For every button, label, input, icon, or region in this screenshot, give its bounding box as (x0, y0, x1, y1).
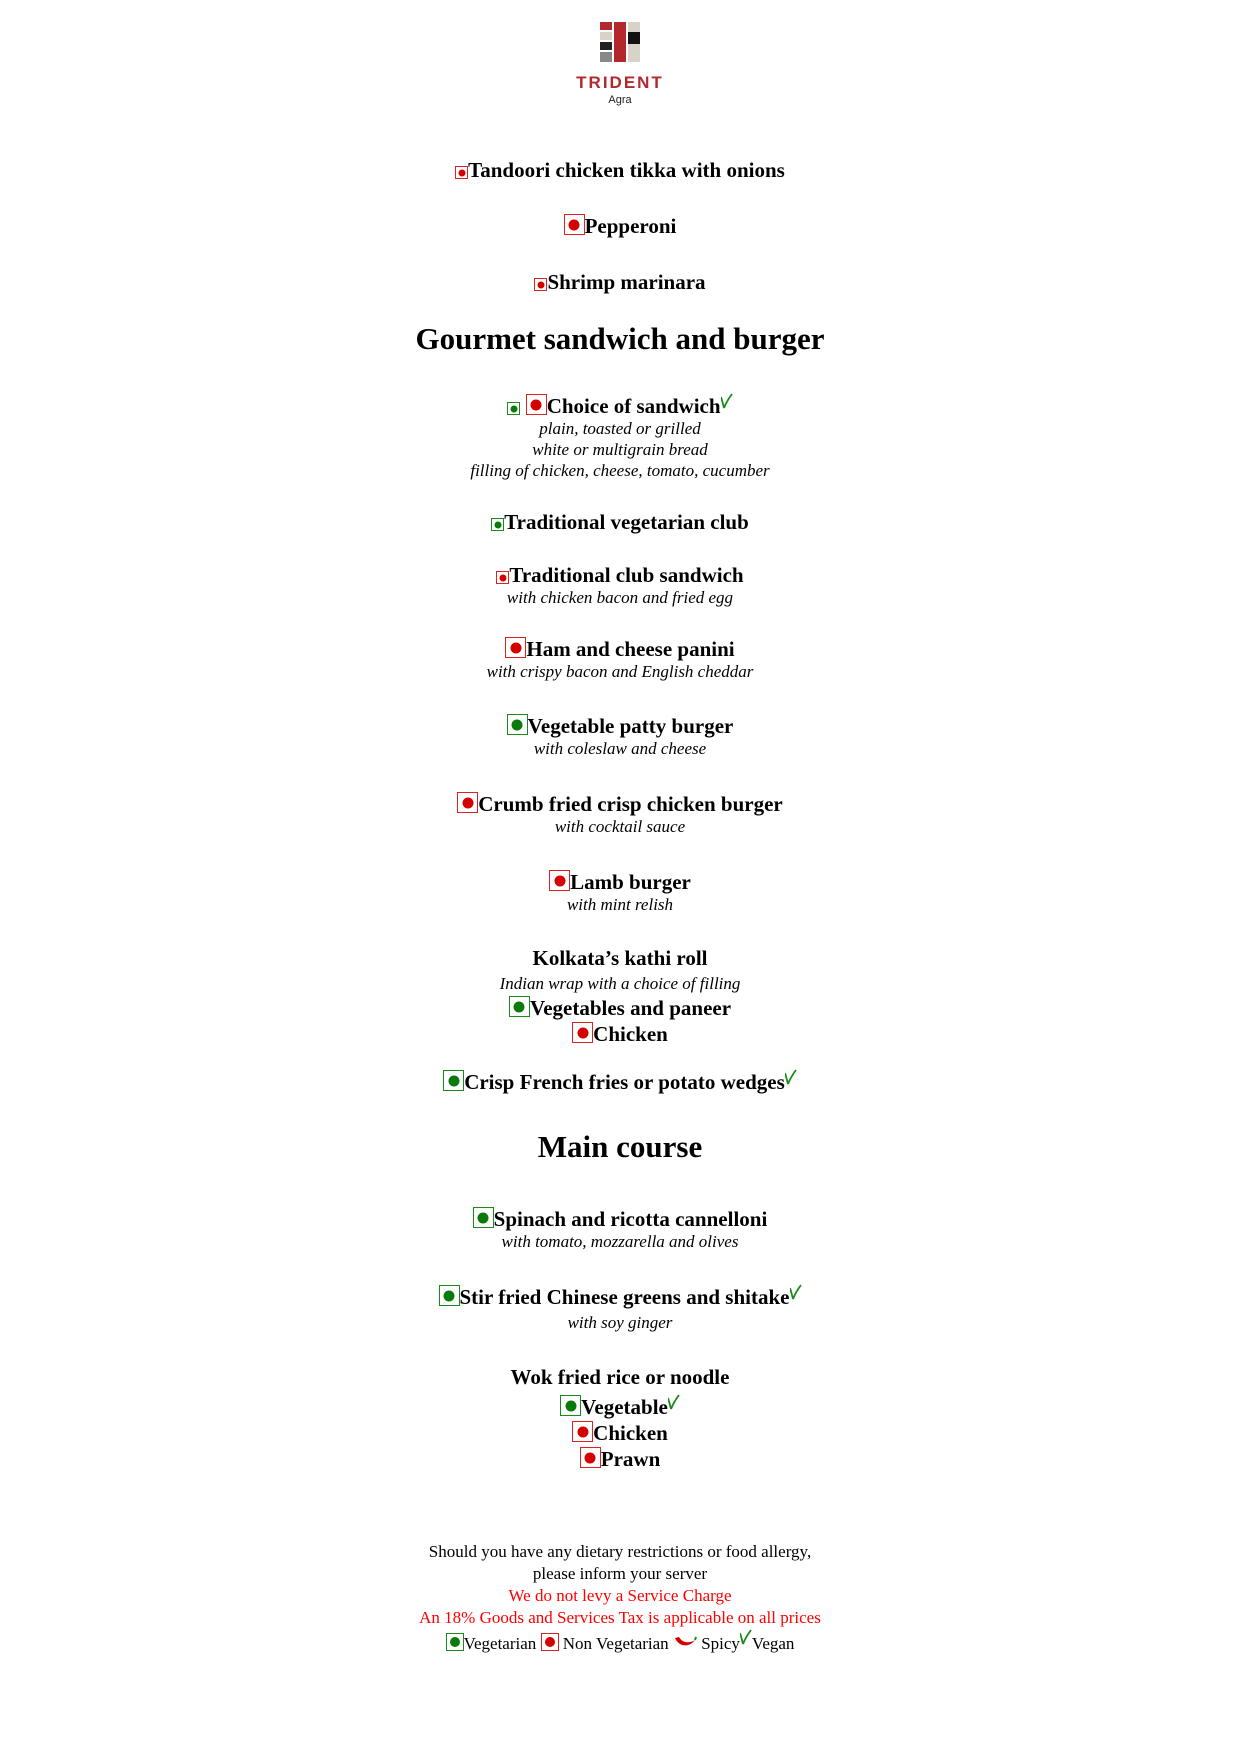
item-name: Vegetable patty burger (527, 714, 734, 738)
item-name: Stir fried Chinese greens and shitake (459, 1285, 790, 1309)
legend-veg: Vegetarian (463, 1634, 537, 1653)
menu-item (0, 1206, 1240, 1232)
menu-item (0, 636, 1240, 662)
item-description: with mint relish (566, 895, 674, 914)
item-name: Traditional vegetarian club (504, 510, 749, 534)
non-veg-icon (564, 214, 585, 235)
item-name: Pepperoni (584, 214, 677, 238)
menu-item (0, 269, 1240, 295)
non-veg-icon (549, 870, 570, 891)
tax-notice: An 18% Goods and Services Tax is applicable on all prices (419, 1608, 821, 1627)
menu-item (0, 713, 1240, 739)
option-name: Chicken (593, 1022, 668, 1046)
item-name: Kolkata’s kathi roll (532, 946, 708, 970)
item-name: Ham and cheese panini (526, 637, 735, 661)
item-description: with crispy bacon and English cheddar (486, 662, 754, 681)
option-name: Vegetable (581, 1395, 668, 1419)
vegan-icon (668, 1394, 680, 1410)
veg-icon (473, 1207, 494, 1228)
menu-item (0, 1069, 1240, 1095)
item-name: Choice of sandwich (546, 394, 721, 418)
item-name: Crisp French fries or potato wedges (464, 1070, 785, 1094)
menu-option (0, 1021, 1240, 1047)
non-veg-icon (505, 637, 526, 658)
vegan-icon (790, 1284, 802, 1300)
allergy-notice: please inform your server (532, 1564, 708, 1583)
non-veg-icon (496, 571, 509, 584)
option-name: Prawn (600, 1447, 661, 1471)
menu-item (0, 1284, 1240, 1310)
veg-icon (507, 402, 520, 415)
brand-city: Agra (608, 94, 632, 106)
item-description: white or multigrain bread (532, 440, 708, 459)
item-name: Wok fried rice or noodle (510, 1365, 730, 1389)
allergy-notice: Should you have any dietary restrictions or food allergy, (428, 1542, 812, 1561)
veg-icon (439, 1285, 460, 1306)
non-veg-icon (541, 1633, 559, 1651)
vegan-icon (721, 393, 733, 409)
veg-icon (443, 1070, 464, 1091)
item-name: Tandoori chicken tikka with onions (468, 158, 785, 182)
non-veg-icon (534, 278, 547, 291)
brand-logo (0, 22, 1240, 106)
menu-item (0, 1364, 1240, 1390)
item-description: with tomato, mozzarella and olives (501, 1232, 739, 1251)
legend-non-veg: Non Vegetarian (562, 1634, 669, 1653)
non-veg-icon (526, 394, 547, 415)
item-name: Lamb burger (570, 870, 691, 894)
menu-item (0, 791, 1240, 817)
item-name: Spinach and ricotta cannelloni (493, 1207, 768, 1231)
diet-legend (0, 1629, 1240, 1654)
menu-option (0, 995, 1240, 1021)
item-description: Indian wrap with a choice of filling (499, 974, 741, 993)
item-name: Shrimp marinara (547, 270, 706, 294)
item-name: Traditional club sandwich (509, 563, 744, 587)
non-veg-icon (455, 166, 468, 179)
veg-icon (446, 1633, 464, 1651)
option-name: Chicken (593, 1421, 668, 1445)
veg-icon (509, 996, 530, 1017)
menu-item (0, 393, 1240, 419)
non-veg-icon (457, 792, 478, 813)
menu-item (0, 562, 1240, 588)
vegan-icon (740, 1629, 752, 1645)
item-name: Crumb fried crisp chicken burger (478, 792, 783, 816)
veg-icon (491, 518, 504, 531)
item-description: plain, toasted or grilled (539, 419, 701, 438)
brand-name: TRIDENT (576, 73, 664, 92)
item-description: with coleslaw and cheese (533, 739, 707, 758)
menu-item (0, 157, 1240, 183)
service-charge-notice: We do not levy a Service Charge (508, 1586, 732, 1605)
menu-option (0, 1394, 1240, 1420)
menu-item (0, 213, 1240, 239)
section-heading: Gourmet sandwich and burger (415, 321, 825, 356)
menu-item (0, 869, 1240, 895)
option-name: Vegetables and paneer (529, 996, 732, 1020)
veg-icon (560, 1395, 581, 1416)
vegan-icon (785, 1069, 797, 1085)
menu-item (0, 945, 1240, 971)
menu-option (0, 1446, 1240, 1472)
item-description: with cocktail sauce (554, 817, 686, 836)
non-veg-icon (580, 1447, 601, 1468)
section-heading: Main course (537, 1129, 703, 1164)
chili-icon (673, 1635, 697, 1649)
legend-spicy: Spicy (701, 1634, 740, 1653)
item-description: filling of chicken, cheese, tomato, cucumber (470, 461, 770, 480)
menu-item (0, 509, 1240, 535)
item-description: with soy ginger (567, 1313, 673, 1332)
item-description: with chicken bacon and fried egg (506, 588, 734, 607)
non-veg-icon (572, 1421, 593, 1442)
menu-option (0, 1420, 1240, 1446)
non-veg-icon (572, 1022, 593, 1043)
trident-logo-icon (600, 22, 640, 62)
legend-vegan: Vegan (751, 1634, 795, 1653)
veg-icon (507, 714, 528, 735)
